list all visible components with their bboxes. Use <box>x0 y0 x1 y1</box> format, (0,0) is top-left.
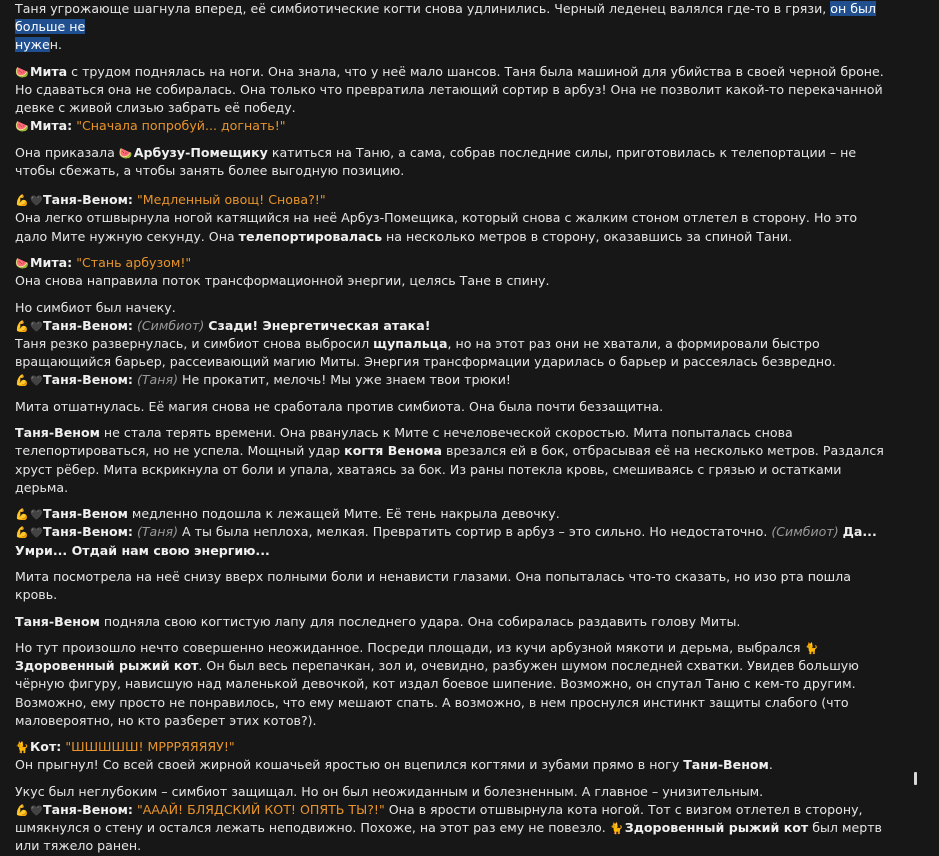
text: Он прыгнул! Со всей своей жирной кошачьей яростью он вцепился когтями и зубами прямо в ногу <box>15 757 684 773</box>
dialogue-tanya-6 <box>15 801 885 856</box>
flex-icon: 💪 <box>15 374 29 388</box>
flex-icon: 💪 <box>15 319 29 333</box>
paragraph-2 <box>15 63 885 118</box>
black-heart-icon: 🖤 <box>30 805 43 817</box>
bold-text: Сзади! Энергетическая атака! <box>208 317 431 333</box>
watermelon-icon: 🍉 <box>15 65 29 79</box>
speaker-name: Таня-Веном: <box>43 372 133 388</box>
cat-icon: 🐈 <box>804 641 819 655</box>
black-heart-icon: 🖤 <box>30 196 43 208</box>
flex-icon: 💪 <box>15 508 29 522</box>
dialogue-quote: "ШШШШШ! МРРРЯЯЯЯУ!" <box>65 739 235 755</box>
black-heart-icon: 🖤 <box>30 376 43 388</box>
watermelon-icon: 🍉 <box>15 120 29 134</box>
text: катиться на Таню, а сама, собрав последние силы, приготовилась к телепортации – не чтобы сбежать, а чтобы занять более выгодную позицию. <box>15 144 857 178</box>
character-name: Здоровенный рыжий кот <box>15 658 199 674</box>
black-heart-icon: 🖤 <box>30 321 43 333</box>
text: Она приказала <box>15 144 119 160</box>
speaker-name: Таня-Веном: <box>43 524 133 540</box>
dialogue-tanya-1 <box>15 191 885 209</box>
character-name: Таня-Веном <box>15 613 100 629</box>
character-name: Здоровенный рыжий кот <box>624 820 809 836</box>
paragraph-13: Мита отшатнулась. Её магия снова не сработала против симбиота. Она была почти беззащитна. <box>15 398 664 414</box>
character-name: Таня-Веном <box>15 425 100 441</box>
selected-text[interactable]: он был больше не <box>15 1 876 35</box>
paragraph-9: Но симбиот был начеку. <box>15 299 176 315</box>
dialogue-quote: "Стань арбузом!" <box>76 255 192 270</box>
character-name: Арбузу-Помещику <box>133 144 268 160</box>
text: Она легко отшвырнула ногой катящийся на неё Арбуз-Помещика, который снова с жалким стоном отлетел в сторону. Но это дало Мите нужную секунду. Она <box>15 210 858 244</box>
flex-icon: 💪 <box>15 194 29 208</box>
text: , но на этот раз они не хватали, а формировали быстро вращающийся барьер, рассеивающий магию Миты. Энергия трансформации ударилась о барьер и рассеялась безвредно. <box>15 336 836 370</box>
speaker-name: Кот: <box>30 739 62 755</box>
black-heart-icon: 🖤 <box>30 510 43 522</box>
speaker-name: Мита: <box>30 118 73 134</box>
flex-icon: 💪 <box>15 526 29 540</box>
bold-text: телепортировалась <box>238 228 383 244</box>
character-name: Тани-Веном <box>683 757 769 773</box>
text: врезался ей в бок, отбрасывая её на несколько метров. Раздался хруст рёбер. Мита вскрикнула от боли и упала, хватаясь за бок. Из раны потекла кровь, смешиваясь с грязью и остатками дерьма. <box>15 443 884 495</box>
text: Не прокатит, мелочь! Мы уже знаем твои трюки! <box>178 372 511 388</box>
bold-text: когтя Венома <box>344 443 443 459</box>
text: . Он был весь перепачкан, зол и, очевидно, разбужен шумом последней схватки. Увидев большую чёрную фигуру, нависшую над маленькой девочкой, кот издал боевое шипение. Возможно, он спутал Таню с кем-то другим. Возможно, ему просто не понравилось, что ему мешают спать. А возможно, в нем проснулся инстинкт защиты слабого (что маловероятно, но кто разберет этих котов?). <box>15 658 859 728</box>
watermelon-icon: 🍉 <box>118 146 133 160</box>
paragraph-8: Она снова направила поток трансформационной энергии, целясь Тане в спину. <box>15 273 550 289</box>
speaker-name: Мита: <box>30 255 73 270</box>
aside-text: (Таня) <box>136 524 178 540</box>
paragraph-18 <box>15 613 885 631</box>
text: подняла свою когтистую лапу для последнего удара. Она собиралась раздавить голову Миты. <box>99 613 741 629</box>
character-name: Таня-Веном <box>43 506 128 522</box>
paragraph-22: Укус был неглубоким – симбиот защищал. Но он был неожиданным и болезненным. А главное – унизительным. <box>15 783 764 799</box>
selected-text[interactable]: нуже <box>15 37 50 53</box>
bold-text: Да... Умри... Отдай нам свою энергию... <box>15 524 877 558</box>
dialogue-mita-2 <box>15 254 885 272</box>
watermelon-icon: 🍉 <box>15 257 29 270</box>
dialogue-tanya-5 <box>15 523 885 559</box>
text: Она в ярости отшвырнула кота ногой. Тот с визгом отлетел в сторону, шмякнулся о стену и остался лежать неподвижно. Похоже, на этот раз ему не повезло. <box>15 801 863 836</box>
bold-text: щупальца <box>373 336 448 351</box>
paragraph-17: Мита посмотрела на неё снизу вверх полными боли и ненависти глазами. Она попыталась что-то сказать, но изо рта пошла кровь. <box>15 568 851 603</box>
text: Таня угрожающе шагнула вперед, её симбиотические когти снова удлинились. Черный леденец валялся где-то в грязи, <box>15 1 831 16</box>
paragraph-21 <box>15 756 885 774</box>
paragraph-4 <box>15 144 885 180</box>
cat-icon: 🐈 <box>15 741 29 755</box>
speaker-name: Таня-Веном: <box>43 192 133 208</box>
dialogue-tanya-4 <box>15 505 885 523</box>
paragraph-1 <box>15 0 885 55</box>
dialogue-tanya-3 <box>15 371 885 389</box>
text: н. <box>49 37 63 53</box>
text: медленно подошла к лежащей Мите. Её тень накрыла девочку. <box>127 506 560 522</box>
text: А ты была неплоха, мелкая. Превратить сортир в арбуз – это сильно. Но недостаточно. <box>178 524 772 540</box>
aside-text: (Симбиот) <box>771 524 839 540</box>
paragraph-19 <box>15 639 885 730</box>
dialogue-quote: "АААЙ! БЛЯДСКИЙ КОТ! ОПЯТЬ ТЫ?!" <box>136 801 385 817</box>
paragraph-6 <box>15 209 885 245</box>
dialogue-mita-1 <box>15 117 885 135</box>
speaker-name: Таня-Веном: <box>43 801 133 817</box>
text: Таня резко развернулась, и симбиот снова выбросил <box>15 336 374 351</box>
dialogue-quote: "Медленный овощ! Снова?!" <box>136 192 326 208</box>
text: с трудом поднялась на ноги. Она знала, что у неё мало шансов. Таня была машиной для убийства в своей черной броне. Но сдаваться она не собиралась. Она только что превратила летающий сортир в арбуз! Она не позволит какой-то перекачанной девке с живой слизью забрать её победу. <box>15 63 884 116</box>
text: на несколько метров в сторону, оказавшись за спиной Тани. <box>382 228 793 244</box>
aside-text: (Таня) <box>136 372 178 388</box>
dialogue-quote: "Сначала попробуй... догнать!" <box>76 118 286 134</box>
aside-text: (Симбиот) <box>136 317 205 333</box>
scrollbar-thumb[interactable] <box>914 772 917 785</box>
character-name: Мита <box>30 63 68 79</box>
black-heart-icon: 🖤 <box>30 528 43 540</box>
dialogue-tanya-2 <box>15 317 885 335</box>
text: был мертв или тяжело ранен. <box>15 820 882 854</box>
text: Но тут произошло нечто совершенно неожиданное. Посреди площади, из кучи арбузной мякоти и дерьма, выбрался <box>15 639 805 655</box>
flex-icon: 💪 <box>15 803 29 817</box>
text: не стала терять времени. Она рванулась к Мите с нечеловеческой скоростью. Мита попыталась снова телепортироваться, но не успела. Мощный удар <box>15 425 793 459</box>
speaker-name: Таня-Веном: <box>43 317 133 333</box>
cat-icon: 🐈 <box>609 822 624 836</box>
paragraph-14 <box>15 424 885 497</box>
paragraph-11 <box>15 335 885 371</box>
text: . <box>768 757 773 773</box>
chat-message-content <box>15 0 885 856</box>
dialogue-cat <box>15 738 885 756</box>
